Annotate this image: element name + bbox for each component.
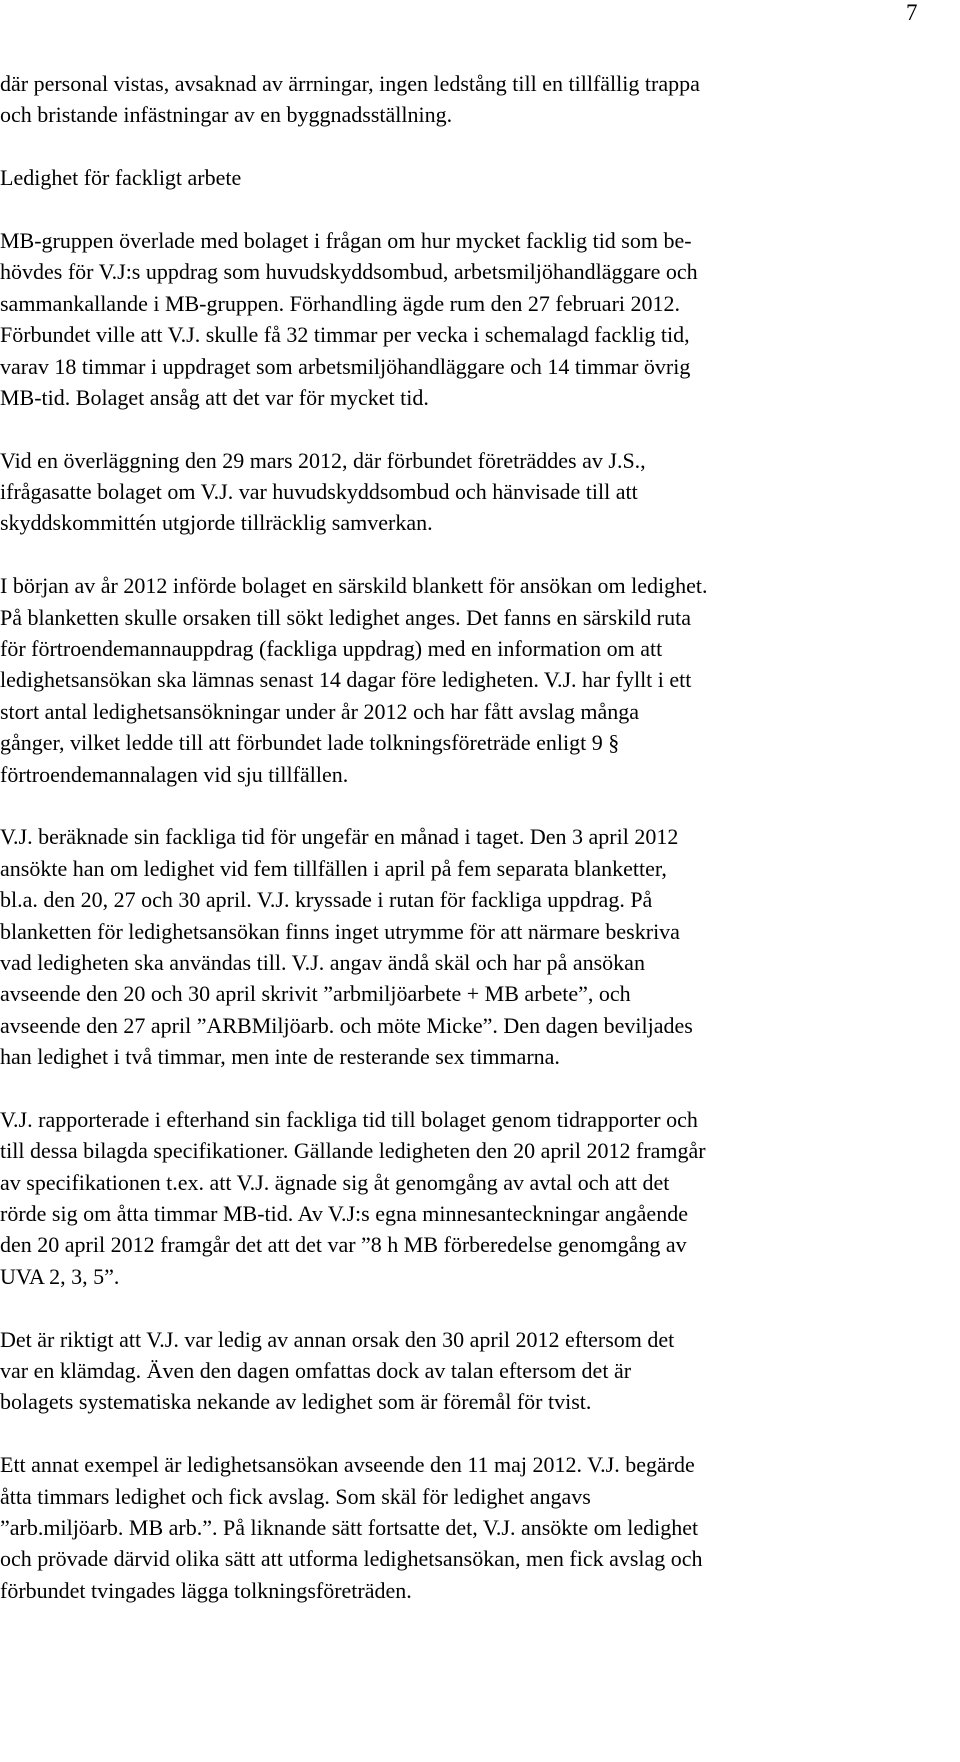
text-line: och prövade därvid olika sätt att utforma ledighetsansökan, men fick avslag och [0, 1546, 703, 1572]
page-number: 7 [906, 0, 918, 25]
text-line: V.J. rapporterade i efterhand sin fackliga tid till bolaget genom tidrapporter och [0, 1106, 698, 1132]
text-line: ansökte han om ledighet vid fem tillfällen i april på fem separata blanketter, [0, 855, 667, 881]
text-line: Förbundet ville att V.J. skulle få 32 timmar per vecka i schemalagd facklig tid, [0, 322, 690, 348]
text-line: sammankallande i MB-gruppen. Förhandling ägde rum den 27 februari 2012. [0, 290, 681, 316]
text-line: I början av år 2012 införde bolaget en särskild blankett för ansökan om ledighet. [0, 573, 708, 599]
text-line: MB-gruppen överlade med bolaget i frågan om hur mycket facklig tid som be- [0, 227, 692, 253]
text-line: blanketten för ledighetsansökan finns inget utrymme för att närmare beskriva [0, 918, 680, 944]
paragraph [0, 68, 958, 131]
text-line: ledighetsansökan ska lämnas senast 14 dagar före ledigheten. V.J. har fyllt i ett [0, 667, 692, 693]
text-line: där personal vistas, avsaknad av ärrningar, ingen ledstång till en tillfällig trappa [0, 71, 700, 96]
paragraph [0, 570, 958, 790]
paragraph [0, 225, 958, 413]
paragraph [0, 1104, 958, 1292]
text-line: han ledighet i två timmar, men inte de resterande sex timmarna. [0, 1044, 560, 1070]
text-line: V.J. beräknade sin fackliga tid för ungefär en månad i taget. Den 3 april 2012 [0, 824, 679, 850]
text-line: bl.a. den 20, 27 och 30 april. V.J. kryssade i rutan för fackliga uppdrag. På [0, 887, 653, 913]
text-line: MB-tid. Bolaget ansåg att det var för mycket tid. [0, 384, 429, 410]
text-line: vad ledigheten ska användas till. V.J. angav ändå skäl och har på ansökan [0, 949, 645, 975]
text-line: förtroendemannalagen vid sju tillfällen. [0, 761, 349, 787]
text-line: skyddskommittén utgjorde tillräcklig samverkan. [0, 510, 433, 536]
text-line: bolagets systematiska nekande av ledighet som är föremål för tvist. [0, 1389, 592, 1415]
text-line: rörde sig om åtta timmar MB-tid. Av V.J:s egna minnesanteckningar angående [0, 1201, 688, 1227]
text-line: av specifikationen t.ex. att V.J. ägnade sig åt genomgång av avtal och att det [0, 1169, 670, 1195]
text-line: och bristande infästningar av en byggnadsställning. [0, 102, 453, 128]
text-line: förbundet tvingades lägga tolkningsföreträden. [0, 1577, 412, 1603]
section-heading [0, 162, 958, 193]
text-line: stort antal ledighetsansökningar under år 2012 och har fått avslag många [0, 698, 640, 724]
text-line: var en klämdag. Även den dagen omfattas dock av talan eftersom det är [0, 1358, 632, 1384]
paragraph [0, 1449, 958, 1606]
text-line: avseende den 20 och 30 april skrivit ”arbmiljöarbete + MB arbete”, och [0, 981, 631, 1007]
text-line: för förtroendemannauppdrag (fackliga uppdrag) med en information om att [0, 636, 663, 662]
text-line: den 20 april 2012 framgår det att det var ”8 h MB förberedelse genomgång av [0, 1232, 687, 1258]
text-line: avseende den 27 april ”ARBMiljöarb. och möte Micke”. Den dagen beviljades [0, 1012, 693, 1038]
heading-line: Ledighet för fackligt arbete [0, 165, 242, 191]
paragraph [0, 1324, 958, 1418]
text-line: UVA 2, 3, 5”. [0, 1263, 120, 1289]
text-line: till dessa bilagda specifikationer. Gällande ledigheten den 20 april 2012 framgår [0, 1138, 706, 1164]
text-line: ifrågasatte bolaget om V.J. var huvudskyddsombud och hänvisade till att [0, 479, 638, 505]
text-line: varav 18 timmar i uppdraget som arbetsmiljöhandläggare och 14 timmar övrig [0, 353, 691, 379]
text-line: Vid en överläggning den 29 mars 2012, där förbundet företräddes av J.S., [0, 447, 646, 473]
document-body [0, 68, 958, 1606]
text-line: Ett annat exempel är ledighetsansökan avseende den 11 maj 2012. V.J. begärde [0, 1452, 695, 1478]
paragraph [0, 445, 958, 539]
text-line: ”arb.miljöarb. MB arb.”. På liknande sätt fortsatte det, V.J. ansökte om ledighet [0, 1514, 699, 1540]
text-line: gånger, vilket ledde till att förbundet lade tolkningsföreträde enligt 9 § [0, 730, 620, 756]
paragraph [0, 821, 958, 1072]
text-line: På blanketten skulle orsaken till sökt ledighet anges. Det fanns en särskild ruta [0, 604, 692, 630]
text-line: hövdes för V.J:s uppdrag som huvudskyddsombud, arbetsmiljöhandläggare och [0, 259, 698, 285]
text-line: Det är riktigt att V.J. var ledig av annan orsak den 30 april 2012 eftersom det [0, 1326, 675, 1352]
text-line: åtta timmars ledighet och fick avslag. Som skäl för ledighet angavs [0, 1483, 591, 1509]
